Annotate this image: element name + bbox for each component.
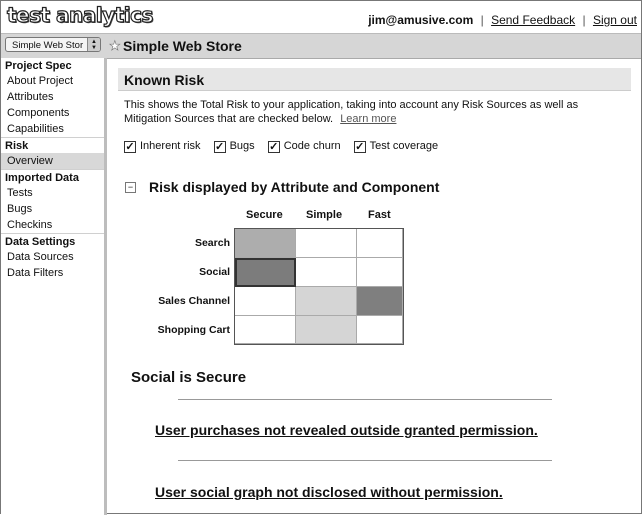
checkbox-test-coverage[interactable] — [354, 140, 438, 152]
sidebar-section-project-spec: Project Spec — [5, 60, 72, 72]
project-bar — [1, 33, 641, 59]
risk-cell-sales-channel-secure[interactable] — [235, 287, 296, 316]
page-title: Known Risk — [124, 72, 205, 88]
row-header-search: Search — [194, 237, 230, 249]
checkmark-icon[interactable]: ✓ — [214, 141, 225, 153]
column-header-secure: Secure — [246, 209, 283, 221]
updown-arrows-icon: ▲ ▼ — [87, 38, 100, 52]
checkbox-label: Inherent risk — [140, 140, 201, 152]
sidebar-section-data-settings: Data Settings — [1, 233, 104, 249]
sidebar-section-imported-data: Imported Data — [1, 169, 104, 185]
known-risk-header — [118, 68, 631, 91]
row-header-sales-channel: Sales Channel — [158, 295, 230, 307]
known-risk-description — [124, 98, 624, 126]
user-email: jim@amusive.com — [368, 13, 474, 27]
row-header-shopping-cart: Shopping Cart — [157, 324, 230, 336]
sidebar-item-data-sources[interactable]: Data Sources — [7, 251, 74, 263]
sidebar — [1, 58, 107, 515]
risk-source-checkboxes — [124, 140, 448, 152]
selected-cell-heading: Social is Secure — [131, 369, 247, 386]
divider — [178, 399, 552, 400]
user-links — [368, 13, 637, 27]
column-header-simple: Simple — [306, 209, 343, 221]
star-icon[interactable]: ★ — [109, 38, 121, 53]
checkmark-icon[interactable]: ✓ — [269, 141, 279, 153]
column-header-fast: Fast — [368, 209, 391, 221]
row-header-social: Social — [199, 266, 230, 278]
sidebar-item-components[interactable]: Components — [7, 107, 70, 119]
sidebar-item-capabilities[interactable]: Capabilities — [7, 123, 64, 135]
sidebar-item-checkins[interactable]: Checkins — [7, 219, 53, 231]
risk-cell-social-simple[interactable] — [296, 258, 357, 287]
capability-link[interactable]: User purchases not revealed outside granted permission. — [155, 422, 538, 438]
learn-more-link[interactable]: Learn more — [340, 113, 397, 125]
main-content — [108, 58, 641, 515]
sidebar-item-tests[interactable]: Tests — [7, 187, 33, 199]
risk-cell-shopping-cart-simple[interactable] — [296, 316, 357, 344]
separator: | — [582, 13, 586, 27]
checkbox-label: Bugs — [229, 140, 255, 152]
top-header — [1, 1, 641, 33]
risk-matrix-grid — [234, 228, 404, 345]
risk-cell-search-secure[interactable] — [235, 229, 296, 258]
collapse-icon[interactable]: − — [125, 182, 136, 193]
risk-cell-search-fast[interactable] — [357, 229, 403, 258]
project-selector[interactable] — [5, 37, 101, 52]
risk-cell-search-simple[interactable] — [296, 229, 357, 258]
sidebar-item-data-filters[interactable]: Data Filters — [7, 267, 64, 279]
checkbox-inherent-risk[interactable] — [124, 140, 201, 152]
risk-cell-social-fast[interactable] — [357, 258, 403, 287]
checkbox-code-churn[interactable] — [268, 140, 341, 152]
description-text: This shows the Total Risk to your application, taking into account any Risk Sources as well as Mitigation Sources that are checked below. — [124, 99, 579, 125]
sidebar-section-risk: Risk — [1, 137, 104, 153]
checkbox-label: Code churn — [283, 140, 341, 152]
sidebar-item-attributes[interactable]: Attributes — [7, 91, 54, 103]
divider — [178, 460, 552, 461]
risk-matrix-title: Risk displayed by Attribute and Component — [149, 179, 440, 195]
sidebar-item-about-project[interactable]: About Project — [7, 75, 74, 87]
risk-cell-shopping-cart-fast[interactable] — [357, 316, 403, 344]
project-title: Simple Web Store — [123, 38, 242, 54]
sidebar-item-overview[interactable]: Overview — [1, 153, 104, 169]
send-feedback-link[interactable]: Send Feedback — [491, 13, 576, 27]
checkmark-icon[interactable]: ✓ — [125, 141, 135, 153]
checkbox-label: Test coverage — [369, 140, 439, 152]
risk-cell-shopping-cart-secure[interactable] — [235, 316, 296, 344]
separator: | — [480, 13, 484, 27]
risk-cell-sales-channel-fast[interactable] — [357, 287, 403, 316]
capability-link[interactable]: User social graph not disclosed without permission. — [155, 484, 503, 500]
project-selector-value: Simple Web Stor — [12, 40, 84, 51]
risk-cell-sales-channel-simple[interactable] — [296, 287, 357, 316]
risk-cell-social-secure[interactable] — [235, 258, 296, 287]
sidebar-item-bugs[interactable]: Bugs — [7, 203, 33, 215]
checkbox-bugs[interactable] — [214, 140, 255, 152]
app-logo[interactable]: test analytics — [7, 3, 153, 27]
sign-out-link[interactable]: Sign out — [592, 13, 637, 27]
checkmark-icon[interactable]: ✓ — [355, 141, 365, 153]
